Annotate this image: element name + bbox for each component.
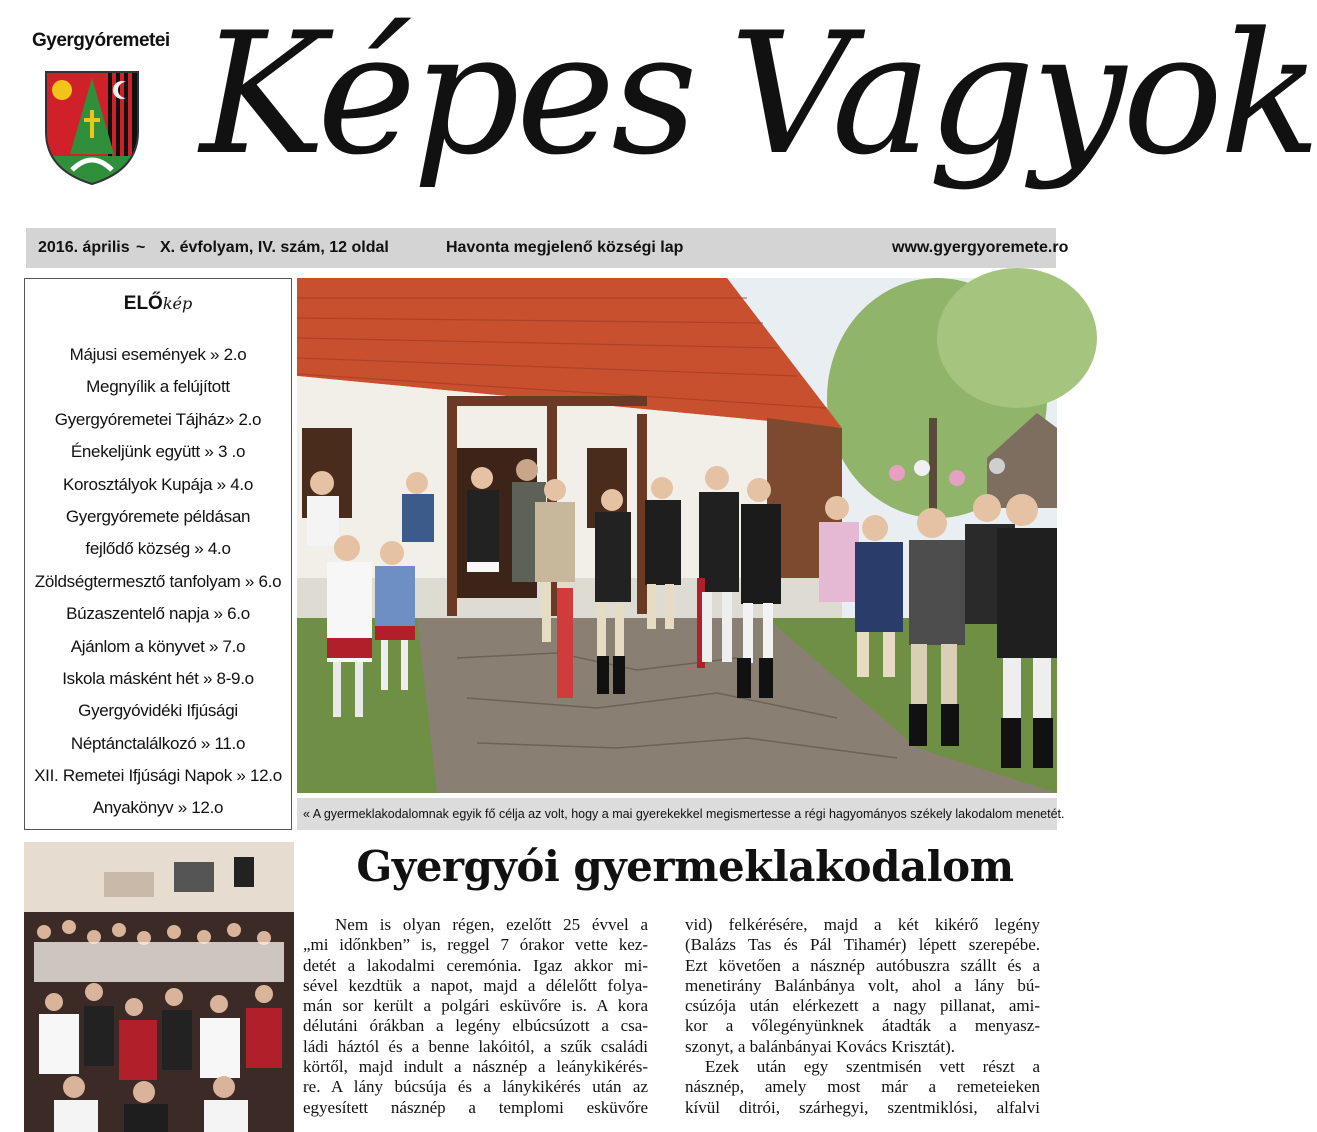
toc-item[interactable]: Gyergyóremete példásan [65, 506, 251, 526]
toc-item[interactable]: Néptánctalálkozó » 11.o [70, 733, 246, 753]
masthead-word-2: Vagyok [729, 0, 1317, 192]
article-line: násznép, amely most már a remeteieken [685, 1077, 1040, 1097]
issue-info-strip [26, 228, 1069, 268]
toc-item[interactable]: Korosztályok Kupája » 4.o [62, 474, 253, 494]
article-line: kor a vőlegényünknek átadták a menyasz- [685, 1016, 1040, 1036]
toc-item[interactable]: Ajánlom a könyvet » 7.o [70, 636, 246, 656]
toc-item[interactable]: Zöldségtermesztő tanfolyam » 6.o [34, 571, 282, 591]
article-line: egyesített násznép a templomi esküvőre [303, 1097, 648, 1117]
article-column-2 [685, 915, 1040, 1118]
toc-item[interactable]: Búzaszentelő napja » 6.o [66, 604, 250, 624]
article-line: ládi háztól és a benne lakóitól, a szűk családi [303, 1036, 648, 1056]
article-line: délutáni órákban a legény elbúcsúzott a csa- [303, 1016, 648, 1036]
article-line: vid) felkérésére, majd a két kikérő legény [685, 915, 1040, 934]
article-line: körtől, majd indult a násznép a leánykikérés- [303, 1057, 648, 1077]
tagline: Havonta megjelenő községi lap [446, 239, 684, 256]
toc-item[interactable]: Anyakönyv » 12.o [92, 798, 224, 818]
masthead-word-1: Képes [200, 0, 694, 192]
article-line: Nem is olyan régen, ezelőtt 25 évvel a [335, 915, 648, 934]
article-column-1 [303, 915, 648, 1118]
toc-item[interactable]: Májusi események » 2.o [69, 345, 247, 364]
toc-item[interactable]: fejlődő község » 4.o [85, 539, 231, 559]
article-line: re. A lány búcsúja és a lánykikérés után az [303, 1077, 648, 1097]
website-link[interactable]: www.gyergyoremete.ro [892, 239, 1069, 256]
main-photo [297, 278, 1057, 793]
strip-separator: ~ [136, 239, 146, 256]
article-line: „mi időnkben” is, reggel 7 órakor vette kez- [303, 935, 648, 955]
coat-of-arms-icon [44, 70, 140, 186]
toc-item[interactable]: XII. Remetei Ifjúsági Napok » 12.o [34, 766, 282, 786]
toc-heading-italic: kép [162, 294, 193, 313]
article-line: sével kezdtük a napot, majd a délelőtt folya- [303, 975, 648, 995]
toc-list [25, 339, 291, 825]
article-line: menetirány Balánbánya volt, ahol a lány bú- [685, 975, 1040, 995]
article-line: Ezt követően a násznép autóbuszra szállt és a [685, 955, 1040, 975]
toc-heading-bold: ELŐ [123, 293, 163, 314]
issue-date: 2016. április [38, 239, 130, 256]
toc-item[interactable]: Megnyílik a felújított [86, 377, 230, 397]
toc-item[interactable]: Iskola másként hét » 8-9.o [62, 668, 254, 688]
article-line: csúzója után elérkezett a nagy pillanat, ami- [685, 996, 1040, 1016]
article-line: mán sor került a polgári esküvőre is. A kora [303, 996, 648, 1016]
article-line: detét a lakodalmi ceremónia. Igaz akkor mi- [303, 955, 648, 975]
toc-item[interactable]: Gyergyóremetei Tájház» 2.o [54, 409, 262, 429]
toc-item[interactable]: Gyergyóvidéki Ifjúsági [78, 701, 238, 721]
ribbon-staff [557, 588, 573, 698]
article-line: kívül ditrói, szárhegyi, szentmiklósi, alfalvi [685, 1097, 1040, 1117]
article-line: szonyt, a balánbányai Kovács Krisztát). [685, 1036, 956, 1056]
issue-number: X. évfolyam, IV. szám, 12 oldal [160, 239, 389, 256]
table-of-contents [24, 278, 292, 830]
village-name: Gyergyóremetei [32, 30, 170, 51]
masthead-title [200, 0, 1317, 192]
toc-heading [25, 293, 291, 315]
article-headline: Gyergyói gyermeklakodalom [356, 842, 1014, 891]
second-photo [24, 842, 294, 1132]
photo-caption: « A gyermeklakodalomnak egyik fő célja az volt, hogy a mai gyerekekkel megismertesse a régi hagyományos székely lakodalom menetét. [297, 798, 1057, 830]
toc-item[interactable]: Énekeljünk együtt » 3 .o [70, 442, 246, 462]
article-line: (Balázs Tas és Pál Tihamér) lépett szerepébe. [685, 935, 1040, 955]
article-line: Ezek után egy szentmisén vett részt a [705, 1057, 1040, 1077]
